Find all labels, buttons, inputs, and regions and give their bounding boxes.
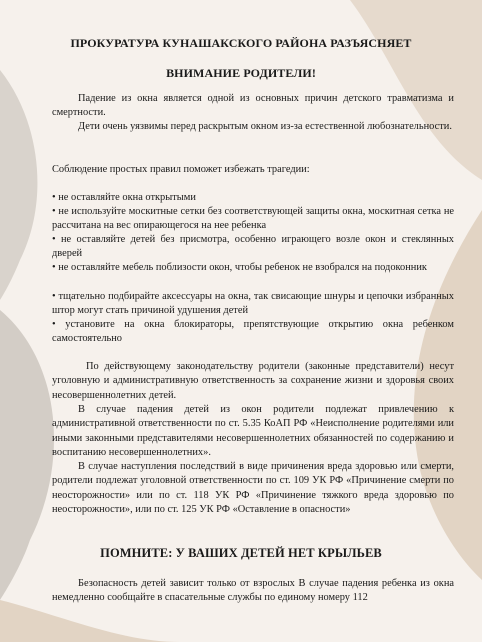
- rule-item-6: • установите на окна блокираторы, препятствующие открытию окна ребенком самостоятельно: [52, 319, 454, 345]
- law-paragraph-1: По действующему законодательству родители (законные представители) несут уголовную и административную ответственность за сохранение жизни и здоровья своих несовершеннолетних детей.: [52, 361, 454, 401]
- rules-intro: Соблюдение простых правил поможет избежать трагедии:: [52, 164, 310, 175]
- law-paragraph-3: В случае наступления последствий в виде причинения вреда здоровью или смерти, родители подлежат уголовной ответственности по ст. 109 УК РФ «Причинение смерти по неосторожности» или по ст. 118 УК РФ «Причинение тяжкого вреда здоровью по неосторожности», или по ст. 125 УК РФ «Оставление в опасности»: [52, 461, 454, 515]
- intro-paragraph-1: Падение из окна является одной из основных причин детского травматизма и смертности.: [52, 93, 454, 119]
- rule-item-5: • тщательно подбирайте аксессуары на окна, так свисающие шнуры и цепочки избранных штор могут стать причиной удушения детей: [52, 291, 454, 317]
- law-paragraph-2: В случае падения детей из окон родители подлежат привлечению к административной ответственности по ст. 5.35 КоАП РФ «Неисполнение родителями или иными законными представителями несовершеннолетних обязанностей по содержанию и воспитанию несовершеннолетних».: [52, 404, 454, 458]
- rule-item-1: • не оставляйте окна открытыми: [52, 192, 196, 203]
- rule-item-2: • не используйте москитные сетки без соответствующей защиты окна, москитная сетка не рассчитана на вес опирающегося на нее ребенка: [52, 206, 454, 232]
- footer-paragraph: Безопасность детей зависит только от взрослых В случае падения ребенка из окна немедленно сообщайте в спасательные службы по единому номеру 112: [52, 578, 454, 604]
- document-header: ПРОКУРАТУРА КУНАШАКСКОГО РАЙОНА РАЗЪЯСНЯЕТ: [70, 36, 412, 50]
- intro-paragraph-2: Дети очень уязвимы перед раскрытым окном из-за естественной любознательности.: [78, 121, 452, 132]
- rule-item-3: • не оставляйте детей без присмотра, особенно играющего возле окон и стеклянных дверей: [52, 234, 454, 260]
- rule-item-4: • не оставляйте мебель поблизости окон, чтобы ребенок не взобрался на подоконник: [52, 262, 427, 273]
- remember-heading: ПОМНИТЕ: У ВАШИХ ДЕТЕЙ НЕТ КРЫЛЬЕВ: [100, 546, 382, 560]
- document-title: ВНИМАНИЕ РОДИТЕЛИ!: [166, 66, 316, 80]
